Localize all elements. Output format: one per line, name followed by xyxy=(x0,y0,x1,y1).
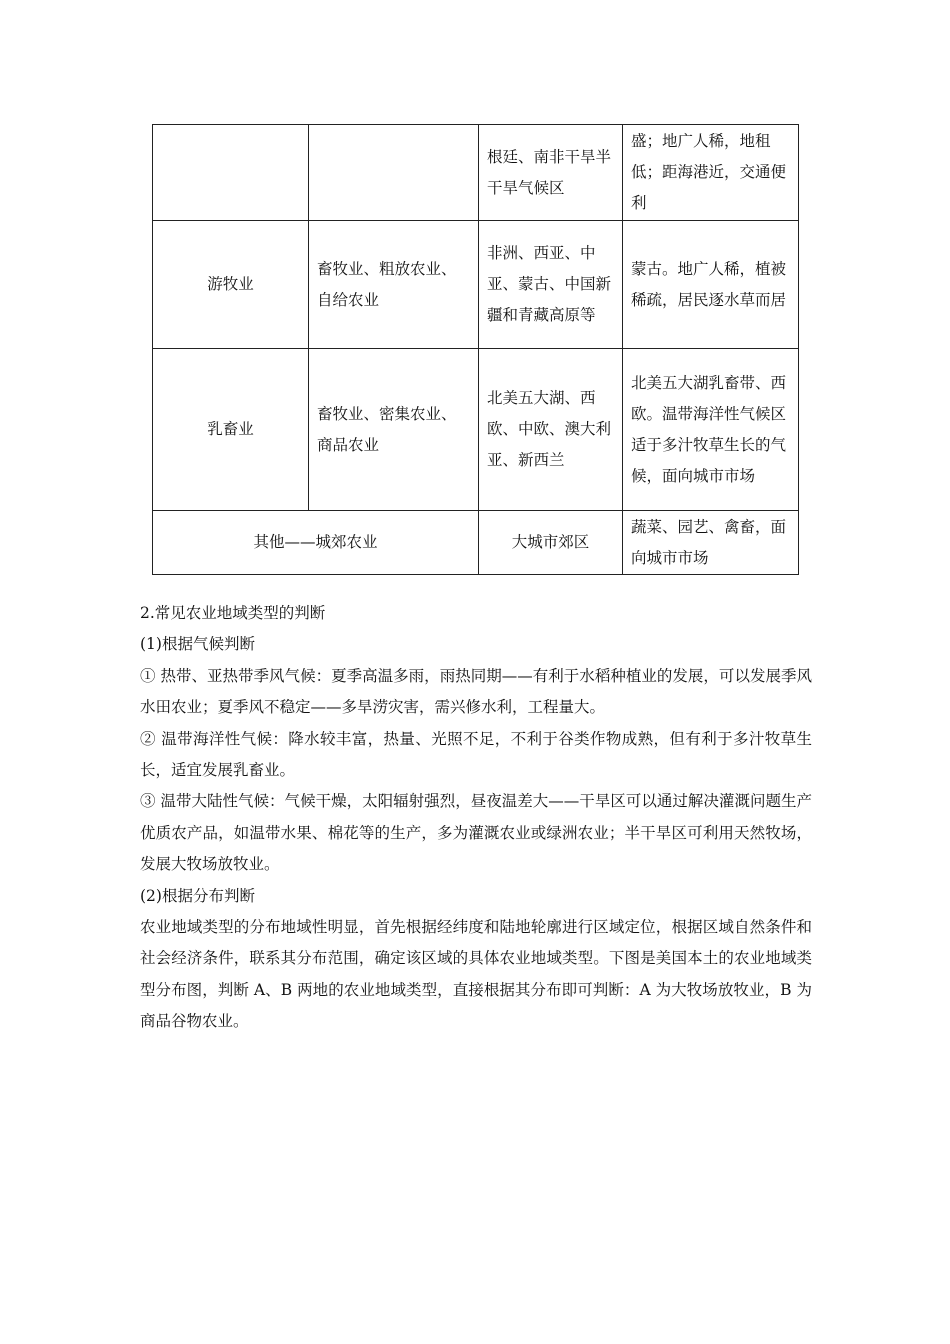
table-cell-features: 畜牧业、密集农业、商品农业 xyxy=(309,349,479,511)
table-cell-region: 大城市郊区 xyxy=(479,511,623,575)
table-cell-region: 北美五大湖、西欧、中欧、澳大利亚、新西兰 xyxy=(479,349,623,511)
table-row xyxy=(153,349,799,511)
table-cell-conditions: 盛；地广人稀，地租低；距海港近，交通便利 xyxy=(623,125,799,221)
table-row xyxy=(153,221,799,349)
table-cell-type: 乳畜业 xyxy=(153,349,309,511)
table-cell-conditions: 蒙古。地广人稀，植被稀疏，居民逐水草而居 xyxy=(623,221,799,349)
table-row xyxy=(153,125,799,221)
table-cell-type: 其他——城郊农业 xyxy=(153,511,479,575)
paragraph-continental: ③ 温带大陆性气候：气候干燥，太阳辐射强烈，昼夜温差大——干旱区可以通过解决灌溉问题生产优质农产品，如温带水果、棉花等的生产，多为灌溉农业或绿洲农业；半干旱区可利用天然牧场，发展大牧场放牧业。 xyxy=(140,792,812,874)
paragraph-monsoon: ① 热带、亚热带季风气候：夏季高温多雨，雨热同期——有利于水稻种植业的发展，可以发展季风水田农业；夏季风不稳定——多旱涝灾害，需兴修水利，工程量大。 xyxy=(140,666,812,717)
table-cell-features xyxy=(309,125,479,221)
table-cell-conditions: 北美五大湖乳畜带、西欧。温带海洋性气候区适于多汁牧草生长的气候，面向城市市场 xyxy=(623,349,799,511)
section-heading: 2.常见农业地域类型的判断 xyxy=(140,604,326,622)
table-cell-type: 游牧业 xyxy=(153,221,309,349)
table-cell-features: 畜牧业、粗放农业、自给农业 xyxy=(309,221,479,349)
table-cell-conditions: 蔬菜、园艺、禽畜，面向城市市场 xyxy=(623,511,799,575)
paragraph-distribution: 农业地域类型的分布地域性明显，首先根据经纬度和陆地轮廓进行区域定位，根据区域自然条件和社会经济条件，联系其分布范围，确定该区域的具体农业地域类型。下图是美国本土的农业地域类型分布图，判断 A、B 两地的农业地域类型，直接根据其分布即可判断：A 为大牧场放牧业，B 为商品谷物农业。 xyxy=(140,918,812,1031)
subheading-climate: (1)根据气候判断 xyxy=(140,635,255,654)
paragraph-maritime: ② 温带海洋性气候：降水较丰富，热量、光照不足，不利于谷类作物成熟，但有利于多汁牧草生长，适宜发展乳畜业。 xyxy=(140,729,812,780)
body-text xyxy=(140,598,812,1038)
subheading-distribution: (2)根据分布判断 xyxy=(140,886,255,905)
table-cell-type xyxy=(153,125,309,221)
agriculture-type-table xyxy=(152,124,799,575)
table-row xyxy=(153,511,799,575)
table-cell-region: 非洲、西亚、中亚、蒙古、中国新疆和青藏高原等 xyxy=(479,221,623,349)
table-cell-region: 根廷、南非干旱半干旱气候区 xyxy=(479,125,623,221)
